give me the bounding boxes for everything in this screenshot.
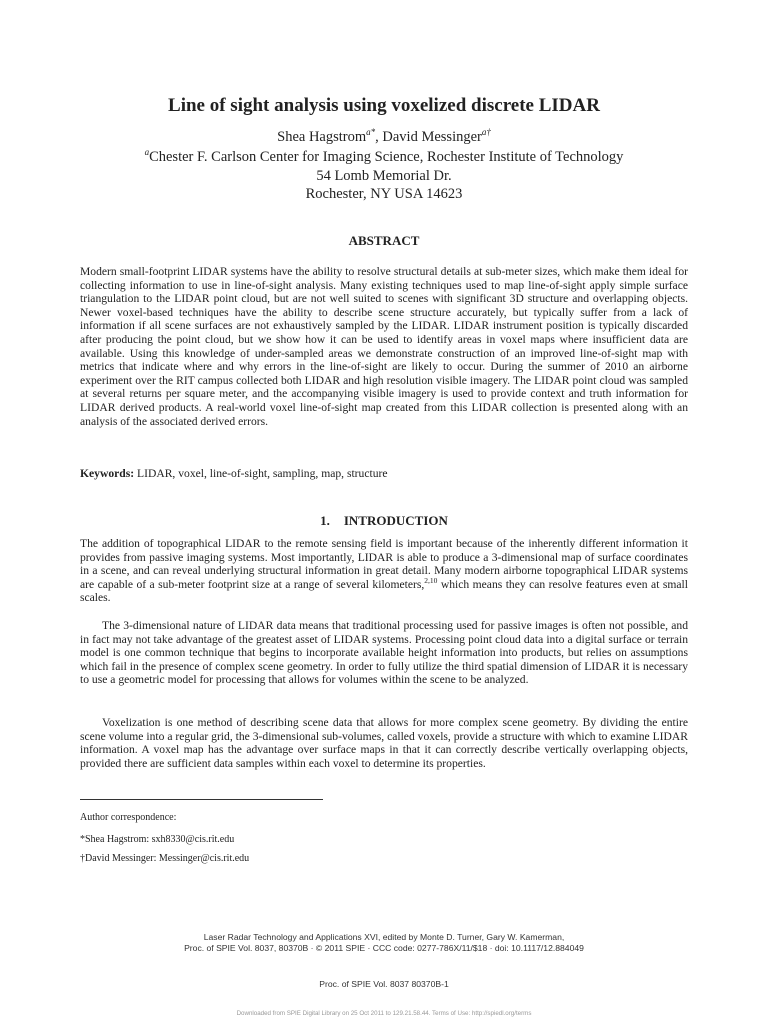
page-identifier: Proc. of SPIE Vol. 8037 80370B-1	[319, 979, 449, 989]
download-notice: Downloaded from SPIE Digital Library on 25 Oct 2011 to 129.21.58.44. Terms of Use: http://spiedl.org/terms	[236, 1010, 532, 1017]
abstract-text: Modern small-footprint LIDAR systems have the ability to resolve structural details at sub-meter sizes, which make them ideal for collecting information to use in line-of-sight analysis. Many existing techniques used to map line-of-sight apply simple surface triangulation to the LIDAR point cloud, but are not well suited to scenes with significant 3D structure and overlapping objects. Newer voxel-based techniques have the ability to describe scene structure accurately, but typically suffer from a lack of information if all scene surfaces are not exhaustively sampled by the LIDAR. LIDAR instrument position is typically discarded after producing the point cloud, but we show how it can be used to identify areas in voxel maps where insufficient data are available. Using this knowledge of under-sampled areas we demonstrate construction of an improved line-of-sight map with metrics that indicate where and why errors in the line-of-sight are likely to occur. During the summer of 2010 an airborne experiment over the RIT campus collected both LIDAR and high resolution visible imagery. The LIDAR point cloud was sampled at several returns per square meter, and the accompanying visible imagery is used to provide context and truth information for LIDAR derived products. A real-world voxel line-of-sight map created from this LIDAR collection is presented along with an analysis of the associated derived errors.	[80, 265, 688, 428]
abstract-heading: ABSTRACT	[348, 233, 420, 248]
author-separator: ,	[375, 129, 383, 145]
intro-paragraph-2: The 3-dimensional nature of LIDAR data means that traditional processing used for passive images is often not possible, and in fact may not take advantage of the greatest asset of LIDAR systems. Processing point cloud data into a digital surface or terrain model is one common technique that begins to incorporate available height information into products, but relies on assumptions which fail in the presence of complex scene geometry. In order to fully utilize the third spatial dimension of LIDAR it is necessary to use a geometric model for processing that allows for volumes within the scene to be analyzed.	[80, 619, 688, 687]
author-hagstrom-mark: a*	[366, 127, 376, 137]
footnote-label: Author correspondence:	[80, 812, 177, 823]
citation-ref: 2,10	[424, 575, 438, 585]
section-heading-introduction	[0, 513, 768, 529]
footnote-rule	[80, 799, 323, 800]
intro-paragraph-3: Voxelization is one method of describing scene data that allows for more complex scene geometry. By dividing the entire scene volume into a regular grid, the 3-dimensional sub-volumes, called voxels, provide a structure with which to examine LIDAR information. A voxel map has the advantage over surface maps in that it can correctly describe vertically overlapping objects, provided there are sufficient data samples within each voxel to determine its properties.	[80, 716, 688, 770]
affiliation-line-1: $^a$Chester F. Carlson Center for Imaging Science, Rochester Institute of Technology	[144, 147, 624, 165]
affiliation-line-2: 54 Lomb Memorial Dr.	[316, 167, 452, 184]
keywords-line	[80, 467, 688, 481]
footnote-author-2: †David Messinger: Messinger@cis.rit.edu	[80, 853, 250, 864]
paper-title: Line of sight analysis using voxelized discrete LIDAR	[168, 95, 600, 116]
keywords-list: LIDAR, voxel, line-of-sight, sampling, map, structure	[134, 467, 388, 480]
author-messinger-mark: a†	[481, 127, 491, 137]
author-line	[0, 128, 768, 146]
section-title: INTRODUCTION	[343, 513, 448, 528]
footer-line-1: Laser Radar Technology and Applications XVI, edited by Monte D. Turner, Gary W. Kamerman,	[203, 932, 565, 942]
intro-paragraph-1: The addition of topographical LIDAR to the remote sensing field is important because of the inherently different information it provides from passive imaging systems. Most importantly, LIDAR is able to produce a 3-dimensional map of surface coordinates in a scene, and can reveal underlying structural information in great detail. Many modern airborne topographical LIDAR systems are capable of a sub-meter footprint size at a range of several kilometers,$^{2,10}$ which means they can resolve features even at small scales.	[80, 537, 688, 605]
publication-footer	[0, 932, 768, 954]
footnote-author-1: *Shea Hagstrom: sxh8330@cis.rit.edu	[80, 834, 235, 845]
affiliation-mark: a	[144, 147, 150, 157]
keywords-label: Keywords:	[80, 467, 135, 480]
footer-line-2: Proc. of SPIE Vol. 8037, 80370B · © 2011 SPIE · CCC code: 0277-786X/11/$18 · doi: 10.1117/12.884049	[184, 943, 584, 953]
author-hagstrom: Shea Hagstrom	[277, 129, 367, 145]
author-messinger: David Messinger	[382, 129, 482, 145]
affiliation-block	[0, 148, 768, 204]
affiliation-line-3: Rochester, NY USA 14623	[305, 186, 463, 202]
section-number: 1.	[320, 513, 330, 528]
